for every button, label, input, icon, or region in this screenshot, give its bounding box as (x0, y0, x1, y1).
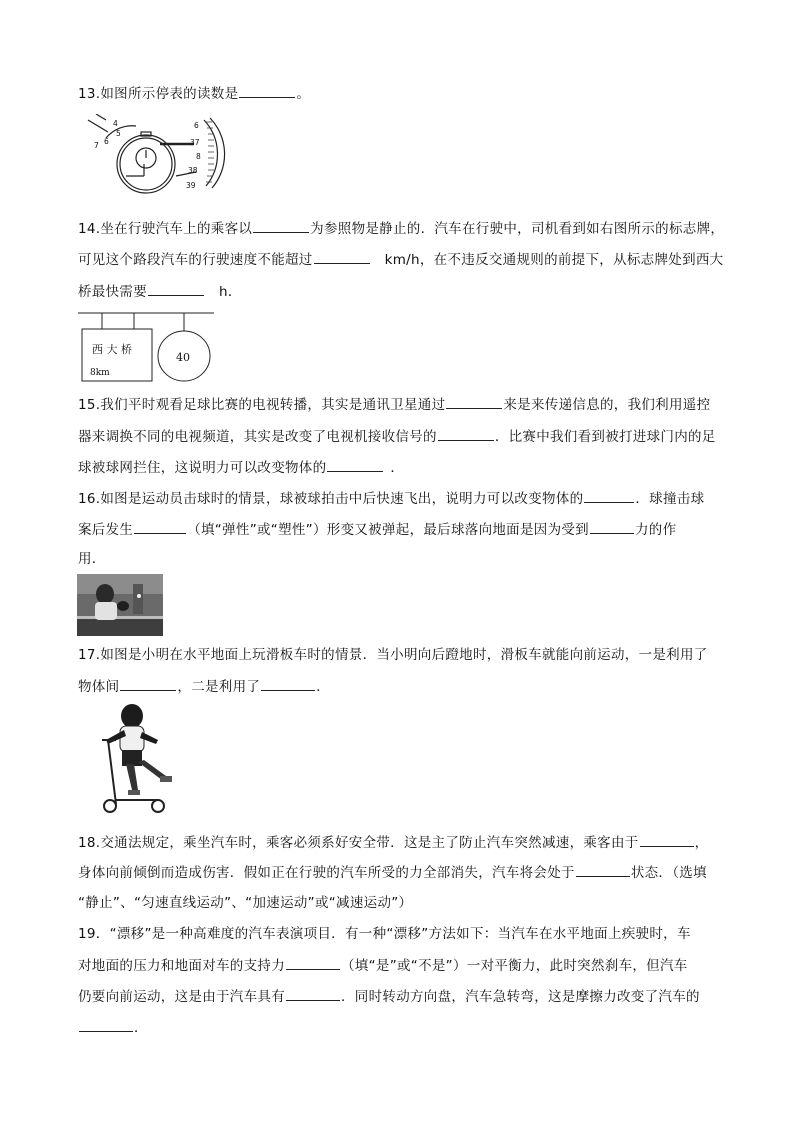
question-16: 16.如图是运动员击球时的情景，球被球拍击中后快速飞出，说明力可以改变物体的 ．球撞击球 (78, 491, 705, 507)
q18-blank-2[interactable] (576, 863, 630, 877)
sign-distance: 8km (90, 368, 110, 378)
stopwatch-figure (86, 114, 228, 194)
q19-blank-3[interactable] (79, 1018, 133, 1032)
scale-number: 37 (190, 138, 200, 147)
q16-blank-3[interactable] (590, 520, 634, 534)
q19-blank-1[interactable] (286, 956, 340, 970)
q13-blank[interactable] (239, 84, 295, 98)
q16-blank-1[interactable] (584, 489, 634, 503)
road-sign-figure (78, 309, 218, 385)
q15-blank-2[interactable] (438, 427, 494, 441)
question-17: 17.如图是小明在水平地面上玩滑板车时的情景．当小明向后蹬地时，滑板车就能向前运动，一是利用了 (78, 647, 708, 663)
scale-number: 39 (186, 181, 196, 190)
question-18: 18.交通法规定，乘坐汽车时，乘客必须系好安全带．这是主了防止汽车突然减速，乘客由于 ， (78, 835, 709, 851)
scooter-boy-figure (96, 700, 188, 818)
dial-number: 7 (94, 141, 99, 150)
table-tennis-photo (77, 574, 163, 636)
dial-number: 6 (104, 137, 109, 146)
q14-blank-2[interactable] (314, 250, 370, 264)
scale-number: 38 (188, 166, 198, 175)
q16-blank-2[interactable] (134, 520, 186, 534)
q17-blank-1[interactable] (120, 677, 176, 691)
question-13: 13.如图所示停表的读数是 。 (78, 86, 311, 102)
q15-blank-1[interactable] (446, 395, 502, 409)
scale-number: 8 (196, 152, 201, 161)
question-15: 15.我们平时观看足球比赛的电视转播，其实是通讯卫星通过 来是来传递信息的，我们利用遥控 (78, 397, 711, 413)
q15-blank-3[interactable] (327, 458, 383, 472)
dial-number: 4 (113, 119, 118, 128)
sign-place: 西 大 桥 (92, 343, 132, 356)
dial-number: 5 (116, 129, 121, 138)
q19-blank-2[interactable] (286, 987, 340, 1001)
q14-blank-1[interactable] (253, 219, 309, 233)
question-14: 14.坐在行驶汽车上的乘客以 为参照物是静止的．汽车在行驶中，司机看到如右图所示的标志牌， (78, 221, 725, 237)
q14-blank-3[interactable] (148, 282, 204, 296)
scale-number: 6 (194, 121, 199, 130)
q13-text: 13.如图所示停表的读数是 (78, 86, 239, 102)
question-19: 19．“漂移”是一种高难度的汽车表演项目．有一种“漂移”方法如下：当汽车在水平地面上疾驶时，车 (78, 926, 691, 942)
q17-blank-2[interactable] (261, 677, 315, 691)
q18-blank-1[interactable] (640, 833, 694, 847)
speed-limit: 40 (176, 351, 190, 364)
